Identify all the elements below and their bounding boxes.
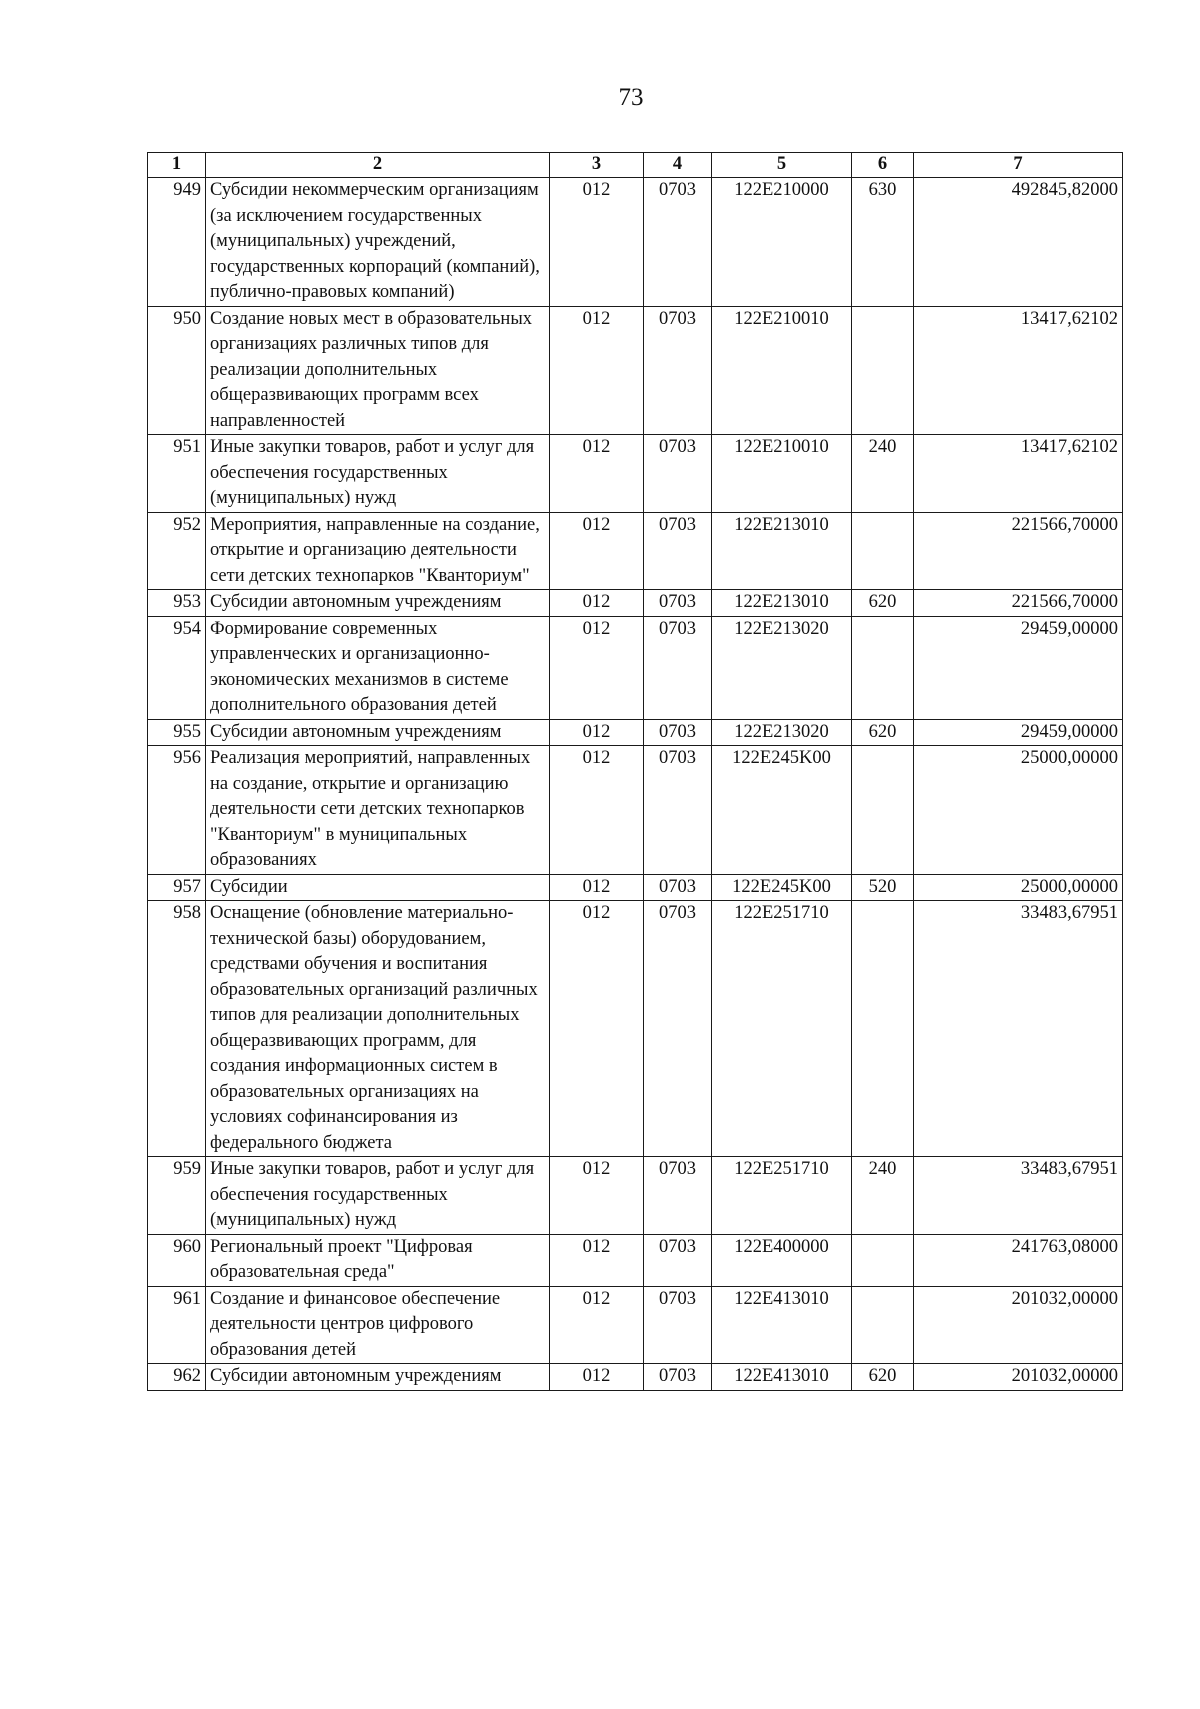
row-col5: 122E400000 [712, 1234, 852, 1286]
row-number: 952 [148, 512, 206, 590]
header-cell: 2 [206, 153, 550, 178]
table-row [148, 435, 1123, 513]
row-number: 955 [148, 719, 206, 746]
row-name: Формирование современных управленческих и организационно-экономических механизмов в системе дополнительного образования детей [206, 616, 550, 719]
row-col6: 620 [852, 719, 914, 746]
row-col5: 122E251710 [712, 901, 852, 1157]
row-col6 [852, 512, 914, 590]
table-row [148, 1286, 1123, 1364]
row-col3: 012 [550, 719, 644, 746]
row-col5: 122E245K00 [712, 746, 852, 875]
table-row [148, 512, 1123, 590]
row-number: 961 [148, 1286, 206, 1364]
row-number: 962 [148, 1364, 206, 1391]
row-col6 [852, 1286, 914, 1364]
row-amount: 29459,00000 [914, 616, 1123, 719]
row-amount: 29459,00000 [914, 719, 1123, 746]
table-row [148, 901, 1123, 1157]
header-cell: 4 [644, 153, 712, 178]
row-number: 953 [148, 590, 206, 617]
row-col6: 630 [852, 178, 914, 307]
table-row [148, 746, 1123, 875]
header-cell: 5 [712, 153, 852, 178]
table-row [148, 590, 1123, 617]
row-col4: 0703 [644, 1364, 712, 1391]
row-name: Иные закупки товаров, работ и услуг для обеспечения государственных (муниципальных) нужд [206, 1157, 550, 1235]
row-col4: 0703 [644, 178, 712, 307]
row-col5: 122E210010 [712, 435, 852, 513]
row-amount: 492845,82000 [914, 178, 1123, 307]
row-col3: 012 [550, 901, 644, 1157]
row-amount: 25000,00000 [914, 746, 1123, 875]
row-amount: 221566,70000 [914, 512, 1123, 590]
table-row [148, 719, 1123, 746]
row-col3: 012 [550, 746, 644, 875]
row-col4: 0703 [644, 1286, 712, 1364]
row-name: Субсидии автономным учреждениям [206, 1364, 550, 1391]
row-col4: 0703 [644, 1234, 712, 1286]
row-number: 956 [148, 746, 206, 875]
row-col6: 620 [852, 1364, 914, 1391]
table-row [148, 178, 1123, 307]
row-col3: 012 [550, 435, 644, 513]
row-amount: 33483,67951 [914, 1157, 1123, 1235]
row-name: Субсидии некоммерческим организациям (за исключением государственных (муниципальных) учреждений, государственных корпораций (компаний), публично-правовых компаний) [206, 178, 550, 307]
row-col4: 0703 [644, 746, 712, 875]
table-row [148, 1157, 1123, 1235]
row-col4: 0703 [644, 1157, 712, 1235]
row-col3: 012 [550, 1286, 644, 1364]
row-number: 957 [148, 874, 206, 901]
row-col6 [852, 901, 914, 1157]
row-col4: 0703 [644, 306, 712, 435]
header-row [148, 153, 1123, 178]
table-row [148, 616, 1123, 719]
row-name: Субсидии [206, 874, 550, 901]
row-col4: 0703 [644, 719, 712, 746]
header-cell: 7 [914, 153, 1123, 178]
row-col6 [852, 306, 914, 435]
row-col5: 122E213010 [712, 512, 852, 590]
row-col3: 012 [550, 1234, 644, 1286]
row-col6 [852, 1234, 914, 1286]
table-row [148, 306, 1123, 435]
row-amount: 241763,08000 [914, 1234, 1123, 1286]
row-amount: 13417,62102 [914, 435, 1123, 513]
row-number: 959 [148, 1157, 206, 1235]
row-col5: 122E213010 [712, 590, 852, 617]
row-col6: 620 [852, 590, 914, 617]
row-col5: 122E245K00 [712, 874, 852, 901]
row-col4: 0703 [644, 590, 712, 617]
row-number: 951 [148, 435, 206, 513]
row-col4: 0703 [644, 435, 712, 513]
row-col6: 240 [852, 435, 914, 513]
row-number: 958 [148, 901, 206, 1157]
table-row [148, 1364, 1123, 1391]
row-amount: 221566,70000 [914, 590, 1123, 617]
row-name: Субсидии автономным учреждениям [206, 590, 550, 617]
header-cell: 6 [852, 153, 914, 178]
row-amount: 201032,00000 [914, 1364, 1123, 1391]
row-number: 949 [148, 178, 206, 307]
row-name: Создание новых мест в образовательных организациях различных типов для реализации дополнительных общеразвивающих программ всех направленностей [206, 306, 550, 435]
row-col5: 122E213020 [712, 616, 852, 719]
row-name: Региональный проект "Цифровая образовательная среда" [206, 1234, 550, 1286]
row-col4: 0703 [644, 874, 712, 901]
row-col5: 122E210010 [712, 306, 852, 435]
row-col4: 0703 [644, 901, 712, 1157]
row-col3: 012 [550, 590, 644, 617]
row-name: Создание и финансовое обеспечение деятельности центров цифрового образования детей [206, 1286, 550, 1364]
row-name: Субсидии автономным учреждениям [206, 719, 550, 746]
budget-table [147, 152, 1123, 1391]
row-amount: 33483,67951 [914, 901, 1123, 1157]
row-col3: 012 [550, 616, 644, 719]
page-number: 73 [618, 84, 644, 111]
row-name: Оснащение (обновление материально-технической базы) оборудованием, средствами обучения и воспитания образовательных организаций различных типов для реализации дополнительных общеразвивающих программ, для создания информационных систем в образовательных организациях на условиях софинансирования из федерального бюджета [206, 901, 550, 1157]
row-col3: 012 [550, 874, 644, 901]
row-name: Иные закупки товаров, работ и услуг для обеспечения государственных (муниципальных) нужд [206, 435, 550, 513]
header-cell: 1 [148, 153, 206, 178]
row-col6 [852, 746, 914, 875]
row-col6: 520 [852, 874, 914, 901]
row-amount: 201032,00000 [914, 1286, 1123, 1364]
header-cell: 3 [550, 153, 644, 178]
row-col3: 012 [550, 512, 644, 590]
row-col3: 012 [550, 178, 644, 307]
row-col5: 122E413010 [712, 1286, 852, 1364]
row-name: Реализация мероприятий, направленных на создание, открытие и организацию деятельности сети детских технопарков "Кванториум" в муниципальных образованиях [206, 746, 550, 875]
row-col3: 012 [550, 306, 644, 435]
row-col4: 0703 [644, 512, 712, 590]
row-name: Мероприятия, направленные на создание, открытие и организацию деятельности сети детских технопарков "Кванториум" [206, 512, 550, 590]
row-col5: 122E213020 [712, 719, 852, 746]
row-amount: 13417,62102 [914, 306, 1123, 435]
row-number: 954 [148, 616, 206, 719]
row-col3: 012 [550, 1364, 644, 1391]
row-amount: 25000,00000 [914, 874, 1123, 901]
row-col5: 122E413010 [712, 1364, 852, 1391]
row-col5: 122E210000 [712, 178, 852, 307]
table-row [148, 1234, 1123, 1286]
row-col6: 240 [852, 1157, 914, 1235]
table-row [148, 874, 1123, 901]
row-number: 950 [148, 306, 206, 435]
row-number: 960 [148, 1234, 206, 1286]
row-col6 [852, 616, 914, 719]
row-col5: 122E251710 [712, 1157, 852, 1235]
row-col4: 0703 [644, 616, 712, 719]
row-col3: 012 [550, 1157, 644, 1235]
